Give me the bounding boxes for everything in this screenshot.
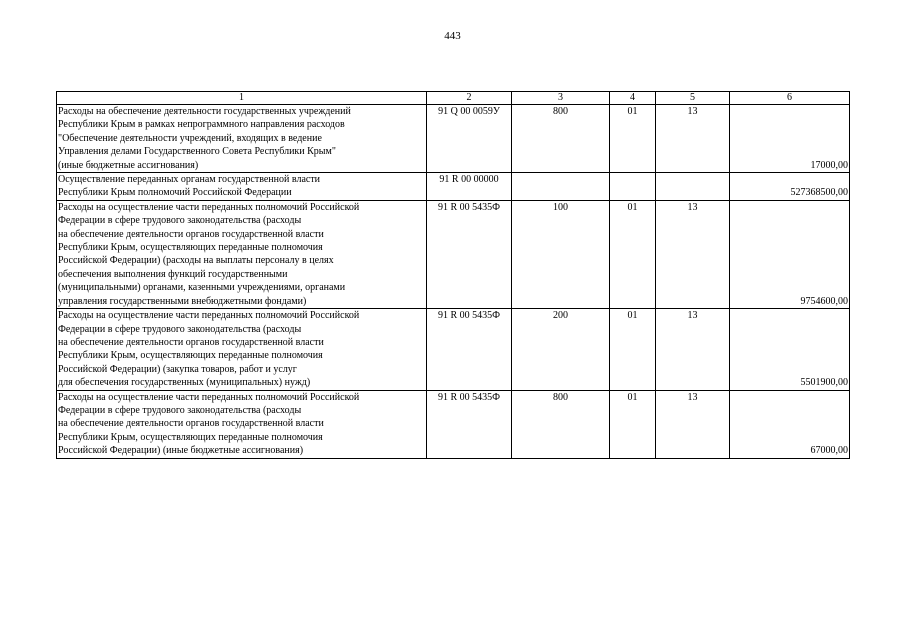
- expense-type-cell: 800: [512, 105, 610, 173]
- column-header: 5: [656, 92, 730, 105]
- section-cell: [610, 173, 656, 201]
- amount-cell: 67000,00: [730, 390, 850, 458]
- expense-type-cell: 100: [512, 200, 610, 308]
- column-header: 6: [730, 92, 850, 105]
- column-header: 4: [610, 92, 656, 105]
- subsection-cell: 13: [656, 200, 730, 308]
- table-row: [57, 390, 850, 458]
- expense-name-cell: Расходы на обеспечение деятельности государственных учреждений Республики Крым в рамках непрограммного направления расходов "Обеспечение деятельности учреждений, входящих в ведение Управления делами Государственного Совета Республики Крым" (иные бюджетные ассигнования): [57, 105, 427, 173]
- table-row: [57, 173, 850, 201]
- section-cell: 01: [610, 390, 656, 458]
- expense-name-cell: Осуществление переданных органам государственной власти Республики Крым полномочий Российской Федерации: [57, 173, 427, 201]
- expense-name-cell: Расходы на осуществление части переданных полномочий Российской Федерации в сфере трудового законодательства (расходы на обеспечение деятельности органов государственной власти Республики Крым, осуществляющих переданные полномочия Российской Федерации) (закупка товаров, работ и услуг для обеспечения государственных (муниципальных) нужд): [57, 309, 427, 390]
- target-code-cell: 91 R 00 5435Ф: [427, 390, 512, 458]
- column-header: 2: [427, 92, 512, 105]
- target-code-cell: 91 R 00 00000: [427, 173, 512, 201]
- section-cell: 01: [610, 105, 656, 173]
- amount-cell: 527368500,00: [730, 173, 850, 201]
- expense-name-cell: Расходы на осуществление части переданных полномочий Российской Федерации в сфере трудового законодательства (расходы на обеспечение деятельности органов государственной власти Республики Крым, осуществляющих переданные полномочия Российской Федерации) (иные бюджетные ассигнования): [57, 390, 427, 458]
- subsection-cell: 13: [656, 309, 730, 390]
- page-number: 443: [444, 30, 461, 42]
- budget-table-body: [57, 92, 850, 459]
- subsection-cell: 13: [656, 390, 730, 458]
- expense-type-cell: 200: [512, 309, 610, 390]
- budget-table: [56, 91, 850, 459]
- target-code-cell: 91 R 00 5435Ф: [427, 309, 512, 390]
- table-row: [57, 200, 850, 308]
- expense-name-cell: Расходы на осуществление части переданных полномочий Российской Федерации в сфере трудового законодательства (расходы на обеспечение деятельности органов государственной власти Республики Крым, осуществляющих переданные полномочия Российской Федерации) (расходы на выплаты персоналу в целях обеспечения выполнения функций государственными (муниципальными) органами, казенными учреждениями, органами управления государственными внебюджетными фондами): [57, 200, 427, 308]
- column-header: 3: [512, 92, 610, 105]
- section-cell: 01: [610, 309, 656, 390]
- expense-type-cell: [512, 173, 610, 201]
- table-row: [57, 105, 850, 173]
- target-code-cell: 91 Q 00 0059У: [427, 105, 512, 173]
- amount-cell: 17000,00: [730, 105, 850, 173]
- expense-type-cell: 800: [512, 390, 610, 458]
- column-header: 1: [57, 92, 427, 105]
- subsection-cell: [656, 173, 730, 201]
- table-row: [57, 309, 850, 390]
- section-cell: 01: [610, 200, 656, 308]
- target-code-cell: 91 R 00 5435Ф: [427, 200, 512, 308]
- amount-cell: 9754600,00: [730, 200, 850, 308]
- subsection-cell: 13: [656, 105, 730, 173]
- table-header-row: [57, 92, 850, 105]
- amount-cell: 5501900,00: [730, 309, 850, 390]
